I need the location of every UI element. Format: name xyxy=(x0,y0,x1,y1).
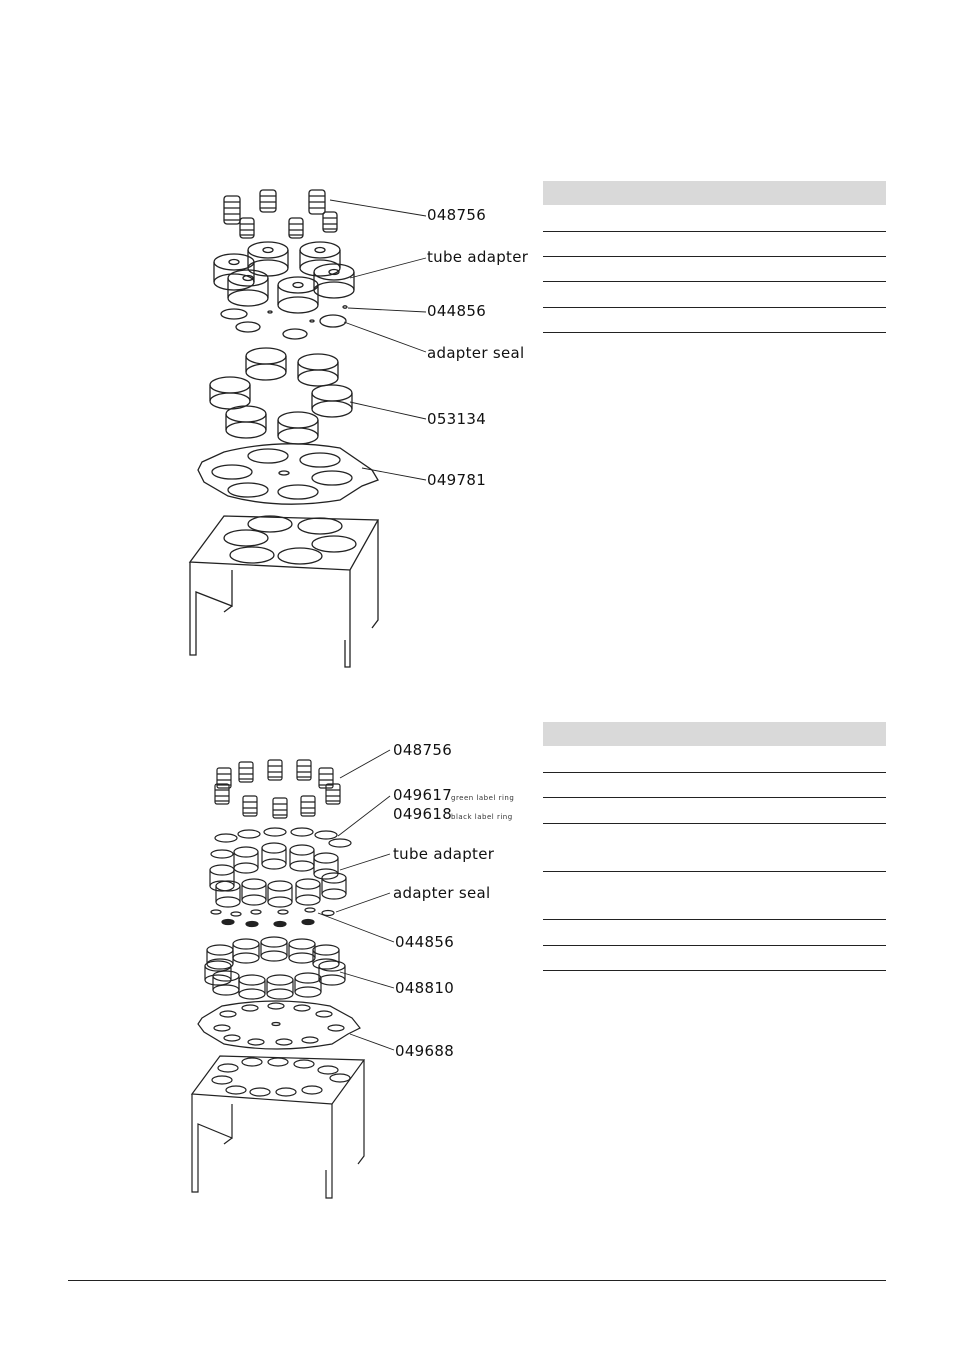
table-row xyxy=(543,257,886,282)
callout-oring-2: 044856 xyxy=(395,933,455,951)
callout-black-ring: 049618 xyxy=(393,805,453,823)
exploded-diagram-2 xyxy=(180,740,395,1210)
table-row xyxy=(543,824,886,872)
tube-adapters-group xyxy=(214,242,354,313)
bucket-inserts-group xyxy=(210,348,352,444)
callout-black-ring-note: black label ring xyxy=(451,813,513,821)
table-row xyxy=(543,798,886,824)
callout-green-ring: 049617 xyxy=(393,786,453,804)
table-row xyxy=(543,282,886,308)
callout-green-ring-note: green label ring xyxy=(451,794,515,802)
table-header xyxy=(543,181,886,205)
table-row xyxy=(543,232,886,257)
table-row xyxy=(543,872,886,920)
callout-bucket-insert-1: 053134 xyxy=(427,410,487,428)
table-row xyxy=(543,946,886,971)
table-header xyxy=(543,722,886,746)
callout-plate-1: 049781 xyxy=(427,471,487,489)
table-row xyxy=(543,746,886,773)
callout-adapter-seal-1: adapter seal xyxy=(427,344,525,362)
callout-oring-1: 044856 xyxy=(427,302,487,320)
stand-shape-2 xyxy=(192,1056,364,1198)
plate-shape-2 xyxy=(198,1001,360,1049)
callout-adapter-seal-2: adapter seal xyxy=(393,884,491,902)
springs-group-2 xyxy=(215,760,340,818)
stand-shape xyxy=(190,516,378,667)
table-row xyxy=(543,920,886,946)
tube-adapters-group-2 xyxy=(210,843,346,907)
leader-lines-1 xyxy=(330,200,426,480)
bucket-inserts-group-2 xyxy=(205,937,345,999)
parts-table-1 xyxy=(543,181,886,333)
parts-table-2 xyxy=(543,722,886,971)
springs-group xyxy=(224,190,337,238)
callout-springs-2: 048756 xyxy=(393,741,453,759)
table-row xyxy=(543,308,886,333)
callout-tube-adapter-2: tube adapter xyxy=(393,845,495,863)
callout-plate-2: 049688 xyxy=(395,1042,455,1060)
callout-tube-adapter-1: tube adapter xyxy=(427,248,529,266)
plate-shape xyxy=(198,444,378,504)
exploded-diagram-1 xyxy=(180,180,440,680)
table-row xyxy=(543,773,886,798)
footer-divider xyxy=(68,1280,886,1281)
seals-group-2 xyxy=(211,908,334,927)
table-row xyxy=(543,205,886,232)
callout-bucket-insert-2: 048810 xyxy=(395,979,455,997)
callout-springs-1: 048756 xyxy=(427,206,487,224)
leader-lines-2 xyxy=(318,750,394,1050)
